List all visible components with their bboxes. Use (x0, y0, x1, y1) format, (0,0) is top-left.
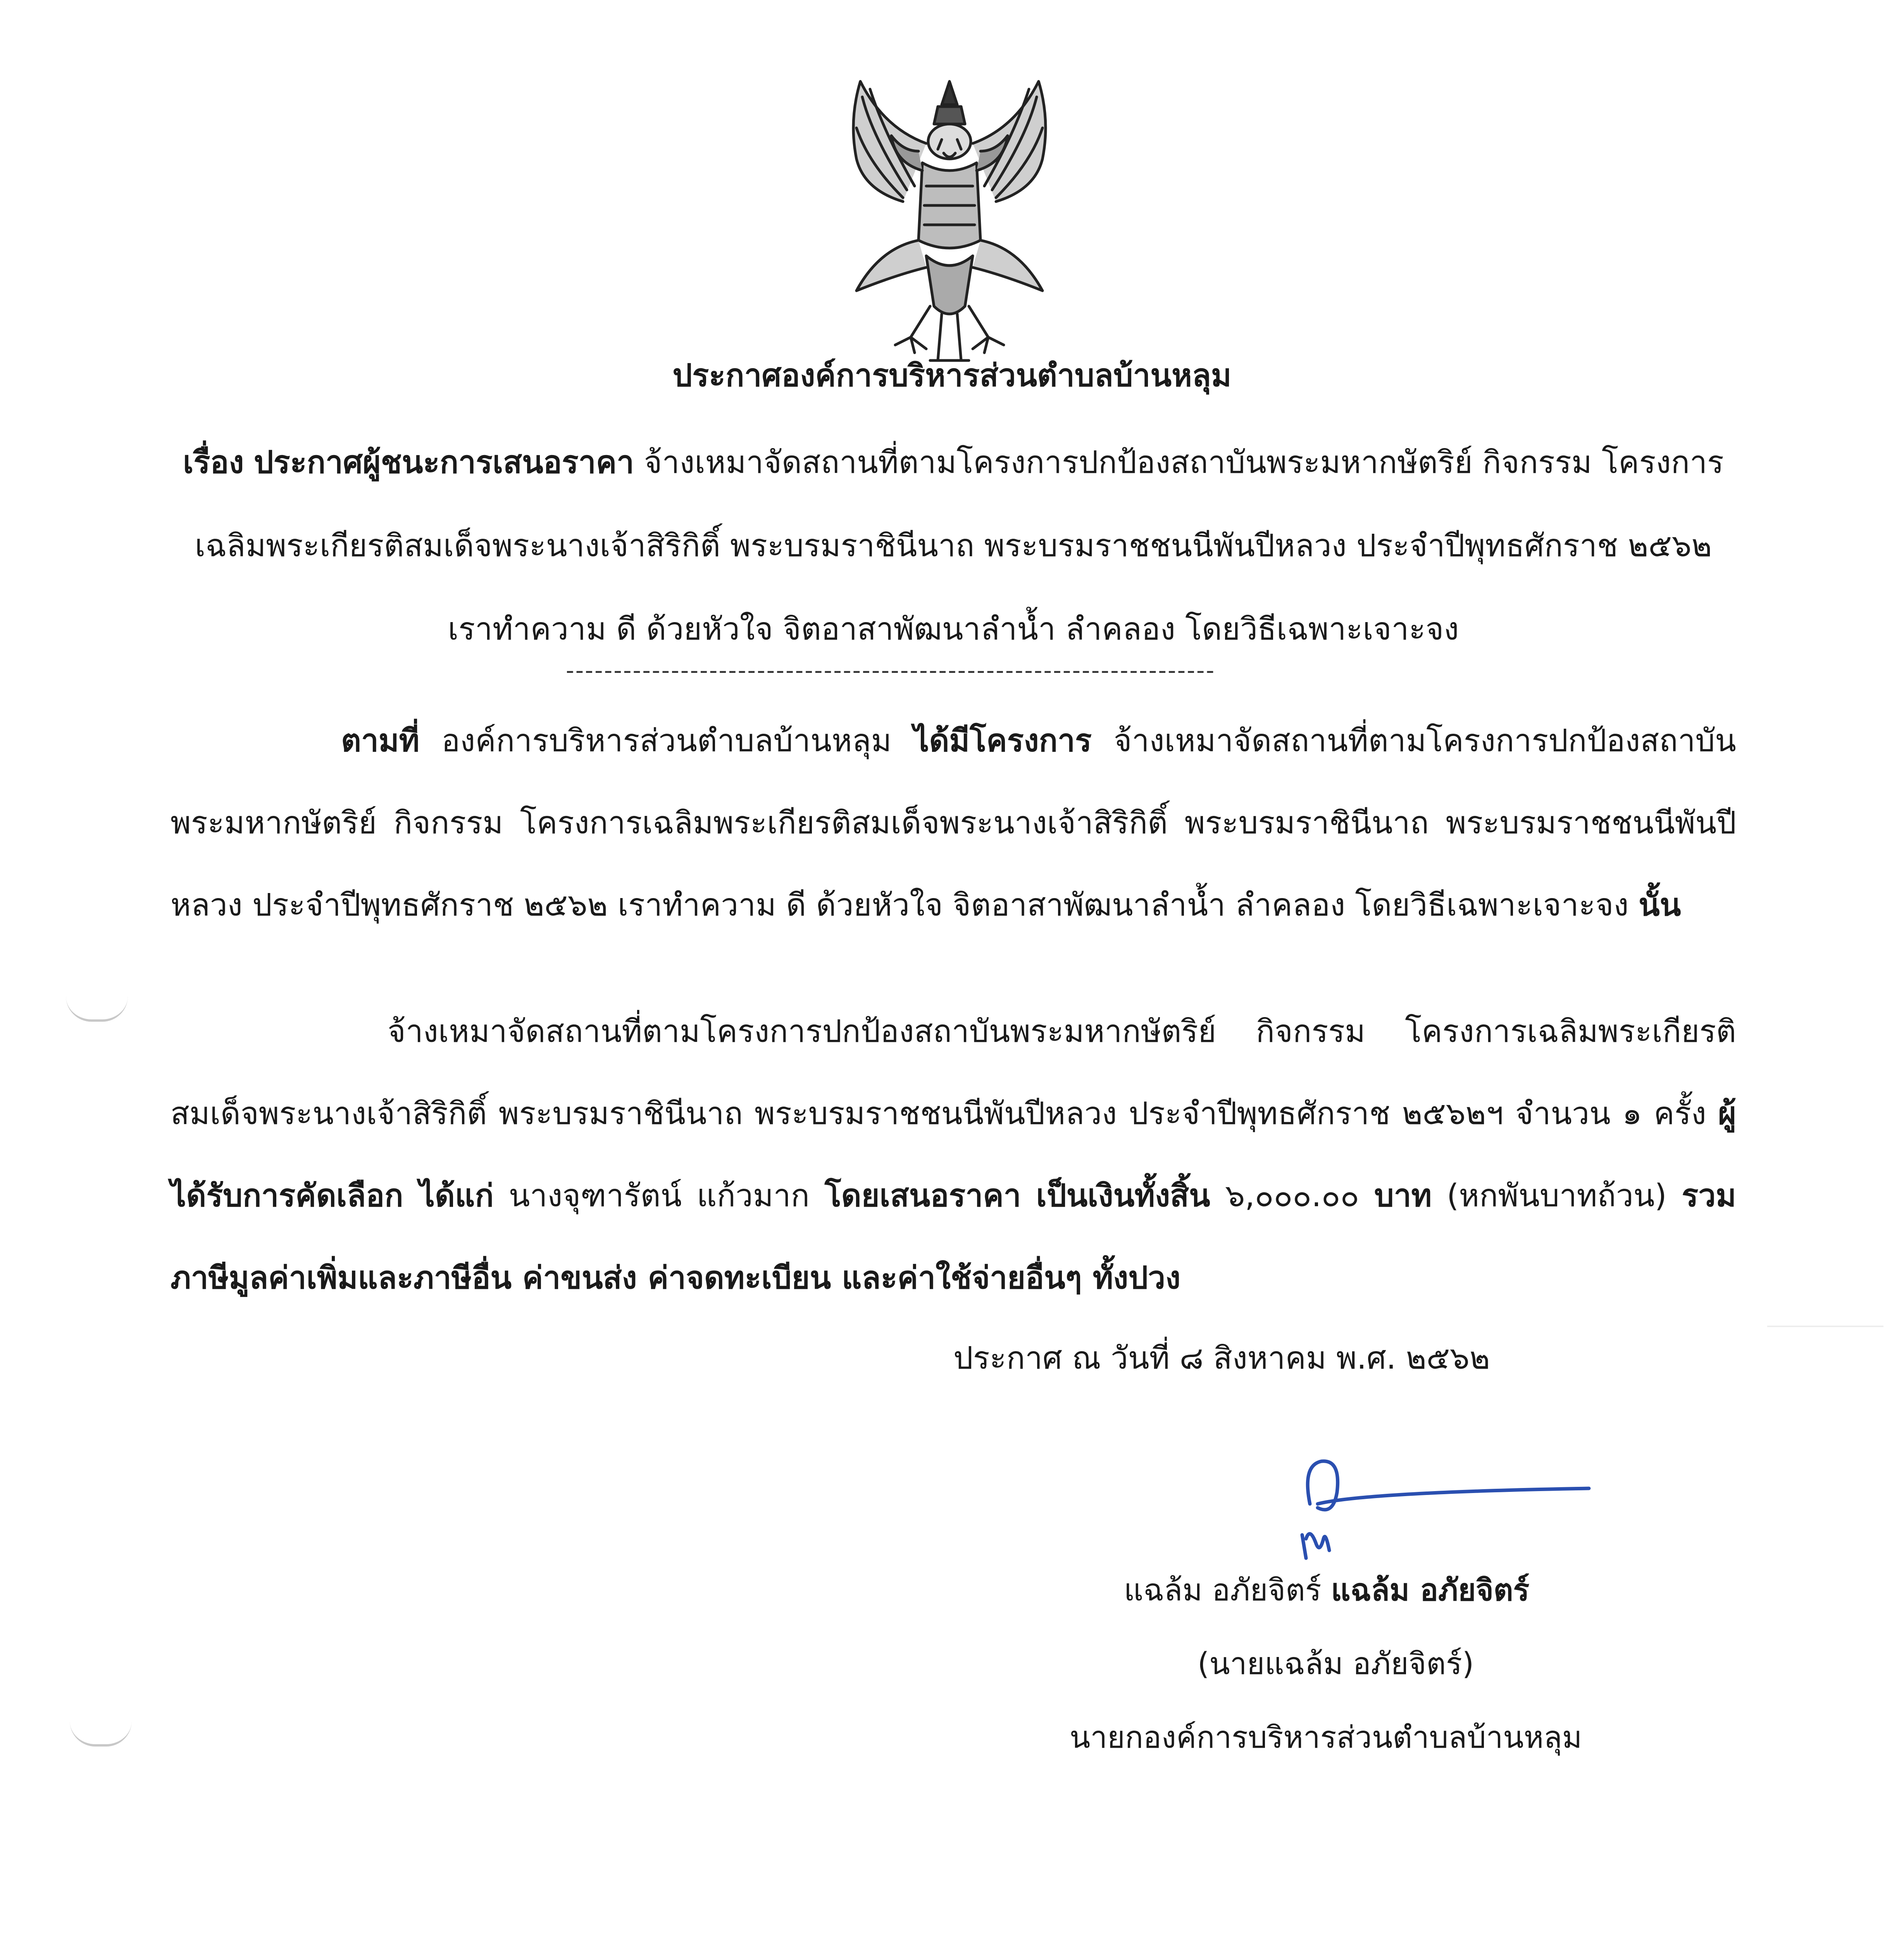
para1-org: องค์การบริหารส่วนตำบลบ้านหลุม (441, 722, 892, 759)
handwritten-signature (1287, 1450, 1597, 1566)
signer-full-name: (นายแฉล้ม อภัยจิตร์) (1198, 1647, 1474, 1681)
scan-mark (1767, 1326, 1883, 1327)
amount-words: (หกพันบาทถ้วน) (1447, 1178, 1667, 1214)
announcement-subject (171, 421, 1736, 671)
currency-label: บาท (1374, 1178, 1432, 1214)
date-value: ๘ สิงหาคม พ.ศ. ๒๕๖๒ (1179, 1340, 1490, 1376)
separator-line: -------------------------------------------------------------------- (566, 657, 1216, 684)
para1-project: จ้างเหมาจัดสถานที่ตามโครงการปกป้องสถาบันพระมหากษัตริย์ กิจกรรม โครงการเฉลิมพระเกียรติสมเด็จพระนางเจ้าสิริกิติ์ พระบรมราชินีนาถ พระบรมราชชนนีพันปีหลวง ประจำปีพุทธศักราช ๒๕๖๒ เราทำความ ดี ด้วยหัวใจ จิตอาสาพัฒนาลำน้ำ ลำคลอง โดยวิธีเฉพาะเจาะจง (171, 722, 1736, 923)
signer-name-plain: แฉล้ม อภัยจิตร์ (1124, 1573, 1322, 1608)
punch-hole-mark (70, 1721, 132, 1747)
para2-text: จ้างเหมาจัดสถานที่ตามโครงการปกป้องสถาบันพระมหากษัตริย์ กิจกรรม โครงการเฉลิมพระเกียรติสมเด็จพระนางเจ้าสิริกิติ์ พระบรมราชินีนาถ พระบรมราชชนนีพันปีหลวง ประจำปีพุทธศักราช ๒๕๖๒ฯ จำนวน ๑ ครั้ง (171, 1013, 1736, 1131)
para2-tail: รวมภาษีมูลค่าเพิ่มและภาษีอื่น ค่าขนส่ง ค่าจดทะเบียน และค่าใช้จ่ายอื่นๆ ทั้งปวง (171, 1178, 1737, 1296)
subject-heading: ประกาศผู้ชนะการเสนอราคา (253, 444, 634, 480)
para1-end: นั้น (1639, 887, 1681, 923)
signer-name-bold: แฉล้ม อภัยจิตร์ (1331, 1573, 1530, 1608)
winner-name: นางจุฑารัตน์ แก้วมาก (508, 1178, 810, 1214)
date-label: ประกาศ ณ วันที่ (953, 1340, 1170, 1376)
offer-label: โดยเสนอราคา (824, 1178, 1021, 1214)
total-label: เป็นเงินทั้งสิ้น (1036, 1178, 1210, 1214)
para1-lead: ตามที่ (341, 722, 420, 759)
announcement-date (953, 1333, 1490, 1383)
signature-printed-name (1124, 1566, 1529, 1614)
subject-label: เรื่อง (183, 444, 244, 480)
signer-position: นายกองค์การบริหารส่วนตำบลบ้านหลุม (1070, 1720, 1582, 1755)
paragraph-background (171, 700, 1736, 946)
winner-label: ผู้ได้รับการคัดเลือก ได้แก่ (171, 1095, 1737, 1214)
paragraph-award (171, 990, 1736, 1319)
announcement-agency-title: ประกาศองค์การบริหารส่วนตำบลบ้านหลุม (672, 357, 1232, 393)
amount-value: ๖,๐๐๐.๐๐ (1225, 1178, 1360, 1214)
subject-text: จ้างเหมาจัดสถานที่ตามโครงการปกป้องสถาบันพระมหากษัตริย์ กิจกรรม โครงการเฉลิมพระเกียรติสมเด็จพระนางเจ้าสิริกิติ์ พระบรมราชินีนาถ พระบรมราชชนนีพันปีหลวง ประจำปีพุทธศักราช ๒๕๖๒ เราทำความ ดี ด้วยหัวใจ จิตอาสาพัฒนาลำน้ำ ลำคลอง โดยวิธีเฉพาะเจาะจง (195, 444, 1724, 647)
garuda-emblem-icon (825, 74, 1073, 368)
punch-hole-mark (66, 996, 128, 1022)
para1-has-project: ได้มีโครงการ (913, 722, 1092, 759)
